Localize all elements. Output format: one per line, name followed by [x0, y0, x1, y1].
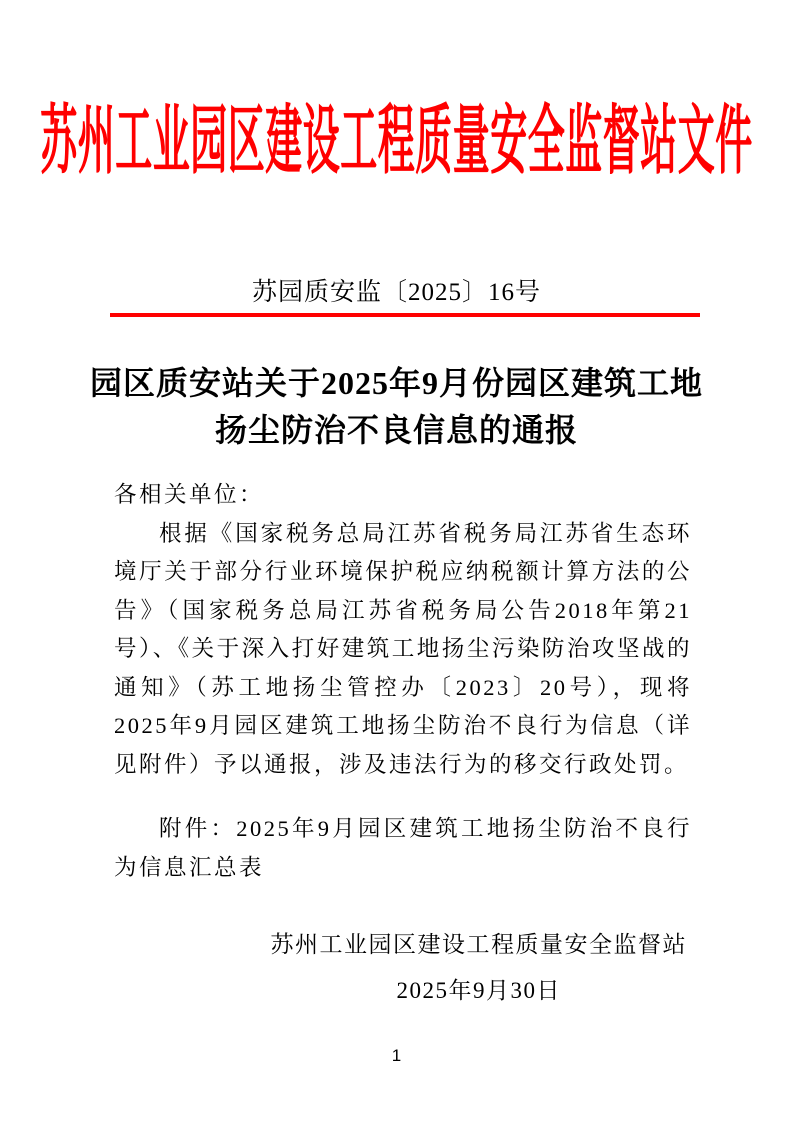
- document-title: [0, 360, 793, 454]
- document-reference-number: 苏园质安监〔2025〕16号: [251, 279, 541, 306]
- signature-block: [271, 922, 688, 1014]
- attachment-note: 附件：2025年9月园区建筑工地扬尘防治不良行为信息汇总表: [114, 816, 692, 880]
- main-body-paragraph: 根据《国家税务总局江苏省税务局江苏省生态环境厅关于部分行业环境保护税应纳税额计算方法的公告》（国家税务总局江苏省税务局公告2018年第21号）、《关于深入打好建筑工地扬尘污染防治攻坚战的通知》（苏工地扬尘管控办〔2023〕20号），现将2025年9月园区建筑工地扬尘防治不良行为信息（详见附件）予以通报，涉及违法行为的移交行政处罚。: [114, 520, 692, 777]
- document-body: [114, 476, 692, 887]
- red-header-banner: [0, 100, 793, 184]
- red-divider-rule: [110, 313, 700, 317]
- signature-inner: [271, 922, 688, 1014]
- document-date: 2025年9月30日: [396, 978, 561, 1003]
- issuing-agency-banner: 苏州工业园区建设工程质量安全监督站文件: [40, 100, 753, 184]
- salutation-line: 各相关单位：: [114, 482, 265, 507]
- document-title-line-1: 园区质安站关于2025年9月份园区建筑工地: [89, 365, 703, 401]
- document-title-line-2: 扬尘防治不良信息的通报: [214, 412, 578, 448]
- signer-agency-name: 苏州工业园区建设工程质量安全监督站: [270, 932, 687, 957]
- page-number: 1: [391, 1046, 402, 1065]
